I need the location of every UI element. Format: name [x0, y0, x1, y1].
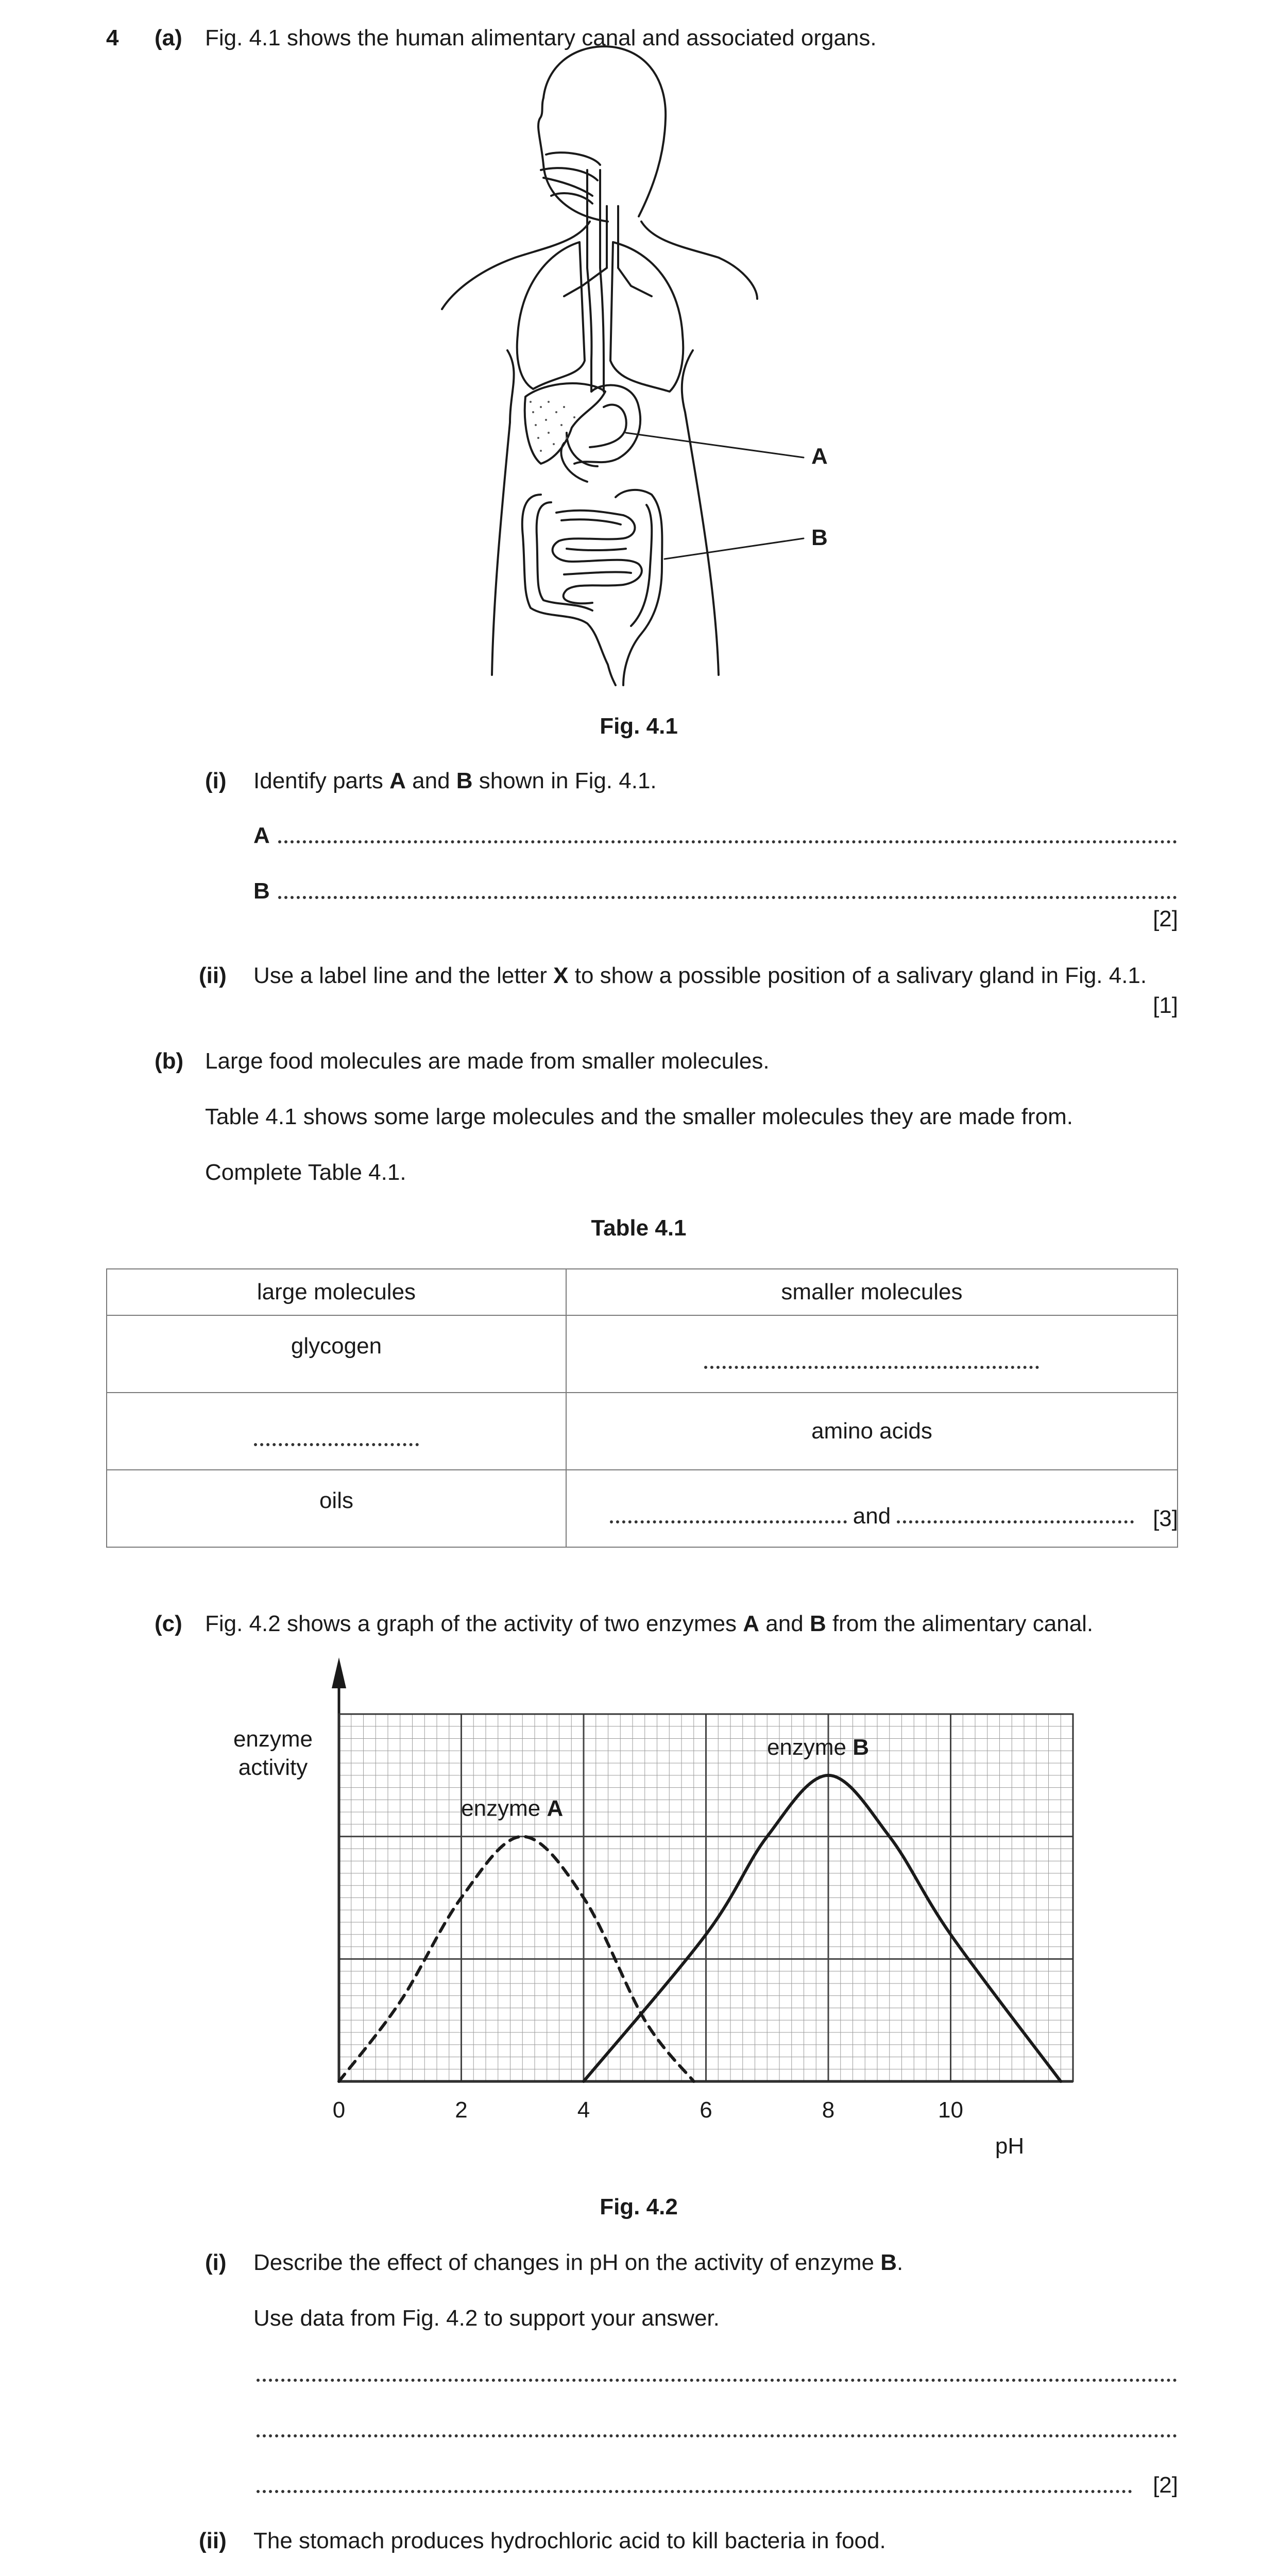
part-c-label: (c)	[155, 1611, 182, 1636]
pointer-line-b	[664, 538, 804, 559]
part-b-marks: [3]	[1153, 1506, 1178, 1531]
table-row	[107, 1315, 1178, 1393]
answer-glycogen-subunit[interactable]	[566, 1315, 1178, 1393]
right-lung	[610, 242, 683, 392]
right-shoulder-outline	[641, 222, 757, 299]
left-torso-outline	[492, 350, 514, 675]
diagram-label-a: A	[811, 444, 828, 469]
series-lines	[339, 1775, 1061, 2081]
alimentary-canal-diagram	[0, 0, 1278, 721]
small-intestine	[553, 511, 642, 604]
cell-amino-acids: amino acids	[566, 1393, 1178, 1470]
part-c-i-label: (i)	[205, 2250, 227, 2275]
part-b-line2: Table 4.1 shows some large molecules and the smaller molecules they are made from.	[205, 1104, 1073, 1129]
pointer-line-a	[626, 433, 804, 457]
answer-b-label: B	[253, 878, 270, 904]
x-axis-label: pH	[995, 2133, 1025, 2159]
part-c-intro: Fig. 4.2 shows a graph of the activity of two enzymes A and B from the alimentary canal.	[205, 1611, 1094, 1636]
part-c-i-question: Describe the effect of changes in pH on the activity of enzyme B.	[253, 2250, 904, 2275]
trachea	[564, 206, 652, 296]
part-c-i-line2: Use data from Fig. 4.2 to support your answer.	[253, 2306, 720, 2331]
table-header-row	[107, 1269, 1178, 1315]
stomach	[574, 385, 640, 464]
part-a-i-label: (i)	[205, 768, 227, 793]
right-torso-outline	[682, 350, 719, 675]
part-b-line3: Complete Table 4.1.	[205, 1160, 406, 1185]
enzyme-activity-chart	[0, 1649, 1278, 2195]
part-a-ii-question: Use a label line and the letter X to show a possible position of a salivary gland in Fig. 4.1.	[253, 963, 1147, 988]
left-lung	[517, 242, 585, 389]
series-label-enzyme-a: enzyme A	[461, 1795, 564, 1821]
part-a-ii-label: (ii)	[199, 963, 227, 988]
cell-and: and	[853, 1503, 891, 1529]
axes	[332, 1657, 1073, 2081]
head-outline	[538, 46, 666, 222]
part-a-intro: Fig. 4.1 shows the human alimentary canal and associated organs.	[205, 25, 877, 50]
x-tick-label: 6	[700, 2097, 712, 2123]
answer-a-line[interactable]	[278, 840, 1177, 843]
table-row	[107, 1470, 1178, 1547]
x-tick-label: 0	[332, 2097, 346, 2123]
x-tick-label: 10	[938, 2097, 963, 2123]
answer-a-label: A	[253, 823, 270, 848]
answer-line[interactable]	[257, 2490, 1132, 2493]
figure-4-1-caption: Fig. 4.1	[600, 714, 678, 739]
part-a-i-question: Identify parts A and B shown in Fig. 4.1.	[253, 768, 657, 793]
molecules-table	[106, 1268, 1178, 1548]
y-axis-arrow	[332, 1657, 346, 1688]
part-b-line1: Large food molecules are made from smaller molecules.	[205, 1048, 770, 1074]
part-b-label: (b)	[155, 1048, 184, 1074]
answer-line[interactable]	[257, 2379, 1177, 2382]
answer-line[interactable]	[257, 2434, 1177, 2437]
part-a-label: (a)	[155, 25, 182, 50]
y-axis-label: activity	[238, 1755, 308, 1780]
part-c-i-marks: [2]	[1153, 2472, 1178, 2498]
answer-protein-name[interactable]	[107, 1393, 566, 1470]
cell-oils: oils	[107, 1470, 566, 1547]
figure-4-2-caption: Fig. 4.2	[600, 2194, 678, 2219]
x-tick-label: 8	[822, 2097, 835, 2123]
part-c-ii-line1: The stomach produces hydrochloric acid to kill bacteria in food.	[253, 2528, 886, 2553]
chart-labels	[233, 1726, 1024, 2159]
series-label-enzyme-b: enzyme B	[766, 1734, 870, 1760]
x-tick-label: 2	[455, 2097, 468, 2123]
header-large-molecules: large molecules	[107, 1269, 566, 1315]
liver	[525, 383, 605, 464]
left-shoulder-outline	[442, 222, 590, 309]
answer-b-line[interactable]	[278, 896, 1177, 899]
part-c-ii-label: (ii)	[199, 2528, 227, 2553]
table-row	[107, 1393, 1178, 1470]
part-a-i-marks: [2]	[1153, 906, 1178, 931]
table-4-1-title: Table 4.1	[591, 1215, 687, 1241]
question-number: 4	[106, 25, 119, 50]
x-tick-label: 4	[577, 2097, 590, 2123]
x-tick-labels	[333, 2097, 963, 2123]
diagram-label-b: B	[811, 525, 828, 550]
cell-glycogen: glycogen	[107, 1315, 566, 1393]
header-smaller-molecules: smaller molecules	[566, 1269, 1178, 1315]
y-axis-label: enzyme	[233, 1726, 313, 1752]
part-a-ii-marks: [1]	[1153, 993, 1178, 1018]
